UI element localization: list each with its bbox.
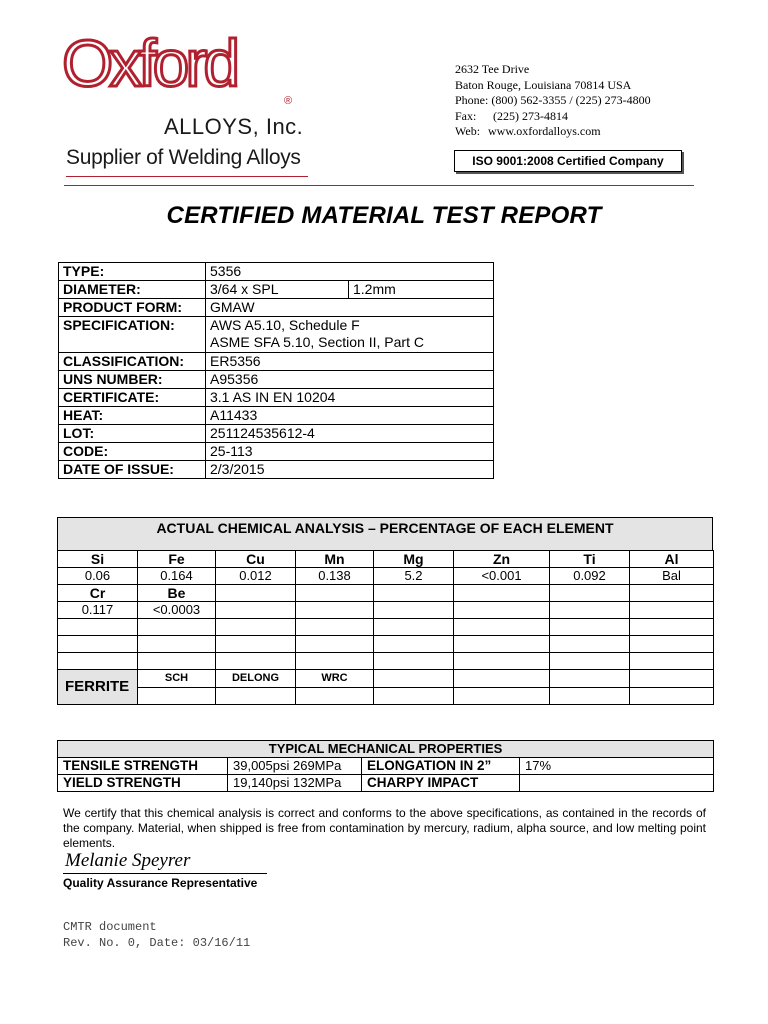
info-row-date-of-issue bbox=[59, 461, 494, 479]
element-value: <0.001 bbox=[454, 568, 550, 585]
empty-row bbox=[58, 636, 714, 653]
empty-cell bbox=[454, 636, 550, 653]
info-label: HEAT: bbox=[59, 407, 206, 425]
ferrite-value bbox=[296, 688, 374, 705]
info-row-code bbox=[59, 443, 494, 461]
empty-cell bbox=[58, 619, 138, 636]
tensile-strength-label: TENSILE STRENGTH bbox=[58, 758, 228, 775]
web-label: Web: bbox=[455, 124, 481, 138]
info-value: 3.1 AS IN EN 10204 bbox=[206, 389, 494, 407]
info-row-uns bbox=[59, 371, 494, 389]
info-row-type bbox=[59, 263, 494, 281]
info-row-heat bbox=[59, 407, 494, 425]
ferrite-label: FERRITE bbox=[58, 670, 138, 705]
empty-cell bbox=[454, 619, 550, 636]
empty-cell bbox=[630, 653, 714, 670]
element-value: 0.138 bbox=[296, 568, 374, 585]
empty-cell bbox=[296, 585, 374, 602]
empty-cell bbox=[58, 636, 138, 653]
info-row-product-form bbox=[59, 299, 494, 317]
info-label: CERTIFICATE: bbox=[59, 389, 206, 407]
empty-cell bbox=[138, 653, 216, 670]
element-value: 0.117 bbox=[58, 602, 138, 619]
empty-cell bbox=[296, 653, 374, 670]
tagline-underline bbox=[66, 176, 308, 177]
ferrite-method: WRC bbox=[296, 670, 374, 688]
empty-cell bbox=[374, 602, 454, 619]
info-value: A11433 bbox=[206, 407, 494, 425]
chemical-analysis-section bbox=[57, 517, 713, 705]
element-symbol-row bbox=[58, 585, 714, 602]
empty-cell bbox=[550, 670, 630, 688]
info-value: 3/64 x SPL bbox=[206, 281, 349, 299]
empty-cell bbox=[374, 670, 454, 688]
info-value: 2/3/2015 bbox=[206, 461, 494, 479]
mechanical-properties-header: TYPICAL MECHANICAL PROPERTIES bbox=[58, 741, 714, 758]
info-value: 5356 bbox=[206, 263, 494, 281]
empty-cell bbox=[630, 602, 714, 619]
document-footer bbox=[63, 919, 250, 951]
info-value bbox=[206, 317, 494, 353]
mechanical-properties-table bbox=[57, 740, 714, 792]
empty-cell bbox=[454, 688, 550, 705]
address-city: Baton Rouge, Louisiana 70814 USA bbox=[455, 77, 632, 92]
empty-cell bbox=[630, 636, 714, 653]
chemical-analysis-header: ACTUAL CHEMICAL ANALYSIS – PERCENTAGE OF EACH ELEMENT bbox=[57, 517, 713, 550]
element-symbol: Cr bbox=[58, 585, 138, 602]
address-street: 2632 Tee Drive bbox=[455, 62, 530, 76]
tensile-strength-value: 39,005psi 269MPa bbox=[228, 758, 362, 775]
empty-cell bbox=[454, 602, 550, 619]
element-value: <0.0003 bbox=[138, 602, 216, 619]
empty-cell bbox=[454, 653, 550, 670]
empty-cell bbox=[216, 636, 296, 653]
empty-cell bbox=[630, 619, 714, 636]
ferrite-method-row bbox=[58, 670, 714, 688]
ferrite-method: DELONG bbox=[216, 670, 296, 688]
empty-cell bbox=[138, 636, 216, 653]
element-symbol: Al bbox=[630, 551, 714, 568]
info-label: CODE: bbox=[59, 443, 206, 461]
company-logo-word: Oxford bbox=[62, 26, 237, 100]
company-address bbox=[455, 62, 651, 140]
element-value: 0.012 bbox=[216, 568, 296, 585]
info-label: LOT: bbox=[59, 425, 206, 443]
empty-cell bbox=[550, 585, 630, 602]
charpy-impact-label: CHARPY IMPACT bbox=[362, 775, 520, 792]
empty-cell bbox=[216, 619, 296, 636]
empty-row bbox=[58, 619, 714, 636]
empty-cell bbox=[138, 619, 216, 636]
iso-certification-badge: ISO 9001:2008 Certified Company bbox=[454, 150, 682, 172]
charpy-impact-value bbox=[520, 775, 714, 792]
element-value: 0.06 bbox=[58, 568, 138, 585]
company-tagline: Supplier of Welding Alloys bbox=[66, 146, 301, 169]
element-symbol: Zn bbox=[454, 551, 550, 568]
mechanical-row bbox=[58, 758, 714, 775]
info-label: CLASSIFICATION: bbox=[59, 353, 206, 371]
mechanical-header-row bbox=[58, 741, 714, 758]
element-value: 0.092 bbox=[550, 568, 630, 585]
info-label: SPECIFICATION: bbox=[59, 317, 206, 353]
chemical-analysis-table bbox=[57, 550, 714, 705]
elongation-value: 17% bbox=[520, 758, 714, 775]
info-row-classification bbox=[59, 353, 494, 371]
info-value: GMAW bbox=[206, 299, 494, 317]
empty-cell bbox=[216, 602, 296, 619]
ferrite-value bbox=[138, 688, 216, 705]
element-symbol: Ti bbox=[550, 551, 630, 568]
empty-cell bbox=[296, 602, 374, 619]
document-title: CERTIFIED MATERIAL TEST REPORT bbox=[166, 202, 602, 229]
empty-cell bbox=[550, 688, 630, 705]
element-symbol: Cu bbox=[216, 551, 296, 568]
address-phone: Phone: (800) 562-3355 / (225) 273-4800 bbox=[455, 93, 651, 107]
empty-cell bbox=[216, 585, 296, 602]
element-symbol: Be bbox=[138, 585, 216, 602]
registered-mark: ® bbox=[284, 95, 293, 107]
empty-cell bbox=[550, 602, 630, 619]
address-web bbox=[455, 124, 651, 140]
element-value: Bal bbox=[630, 568, 714, 585]
specification-line-1: AWS A5.10, Schedule F bbox=[210, 317, 360, 333]
empty-cell bbox=[58, 653, 138, 670]
signer-title: Quality Assurance Representative bbox=[63, 876, 258, 890]
empty-cell bbox=[630, 585, 714, 602]
empty-row bbox=[58, 653, 714, 670]
info-value: 1.2mm bbox=[349, 281, 494, 299]
header-divider bbox=[64, 185, 694, 186]
empty-cell bbox=[296, 619, 374, 636]
address-fax bbox=[455, 109, 651, 125]
certification-statement: We certify that this chemical analysis is correct and conforms to the above specifications, as contained in the records of the company. Material, when shipped is free from contamination by mercury, radium, alpha source, and low melting point elements. bbox=[63, 806, 706, 850]
element-value: 5.2 bbox=[374, 568, 454, 585]
empty-cell bbox=[374, 653, 454, 670]
info-row-certificate bbox=[59, 389, 494, 407]
specification-line-2: ASME SFA 5.10, Section II, Part C bbox=[210, 334, 424, 350]
info-value: 251124535612-4 bbox=[206, 425, 494, 443]
company-logo-subtitle: ALLOYS, Inc. bbox=[164, 114, 304, 139]
element-symbol: Mn bbox=[296, 551, 374, 568]
empty-cell bbox=[296, 636, 374, 653]
empty-cell bbox=[454, 670, 550, 688]
empty-cell bbox=[216, 653, 296, 670]
signature: Melanie Speyrer bbox=[65, 850, 191, 871]
info-value: ER5356 bbox=[206, 353, 494, 371]
signature-line bbox=[63, 873, 267, 874]
element-value-row bbox=[58, 602, 714, 619]
footer-revision: Rev. No. 0, Date: 03/16/11 bbox=[63, 936, 251, 950]
info-row-lot bbox=[59, 425, 494, 443]
web-url: www.oxfordalloys.com bbox=[488, 124, 601, 138]
empty-cell bbox=[630, 688, 714, 705]
info-value: A95356 bbox=[206, 371, 494, 389]
empty-cell bbox=[374, 619, 454, 636]
ferrite-method: SCH bbox=[138, 670, 216, 688]
empty-cell bbox=[550, 636, 630, 653]
empty-cell bbox=[454, 585, 550, 602]
empty-cell bbox=[374, 585, 454, 602]
yield-strength-value: 19,140psi 132MPa bbox=[228, 775, 362, 792]
empty-cell bbox=[630, 670, 714, 688]
yield-strength-label: YIELD STRENGTH bbox=[58, 775, 228, 792]
fax-number: (225) 273-4814 bbox=[493, 108, 568, 123]
ferrite-value bbox=[216, 688, 296, 705]
element-symbol: Fe bbox=[138, 551, 216, 568]
empty-cell bbox=[374, 688, 454, 705]
info-label: DIAMETER: bbox=[59, 281, 206, 299]
info-label: DATE OF ISSUE: bbox=[59, 461, 206, 479]
footer-doc-name: CMTR document bbox=[63, 920, 157, 934]
element-symbol: Si bbox=[58, 551, 138, 568]
product-info-table bbox=[58, 262, 494, 479]
info-label: PRODUCT FORM: bbox=[59, 299, 206, 317]
element-symbol-row bbox=[58, 551, 714, 568]
element-value-row bbox=[58, 568, 714, 585]
info-row-diameter bbox=[59, 281, 494, 299]
empty-cell bbox=[550, 653, 630, 670]
element-value: 0.164 bbox=[138, 568, 216, 585]
fax-label: Fax: bbox=[455, 108, 477, 123]
info-value: 25-113 bbox=[206, 443, 494, 461]
info-label: TYPE: bbox=[59, 263, 206, 281]
empty-cell bbox=[374, 636, 454, 653]
empty-cell bbox=[550, 619, 630, 636]
mechanical-row bbox=[58, 775, 714, 792]
elongation-label: ELONGATION IN 2” bbox=[362, 758, 520, 775]
info-label: UNS NUMBER: bbox=[59, 371, 206, 389]
element-symbol: Mg bbox=[374, 551, 454, 568]
info-row-specification bbox=[59, 317, 494, 353]
ferrite-value-row bbox=[58, 688, 714, 705]
